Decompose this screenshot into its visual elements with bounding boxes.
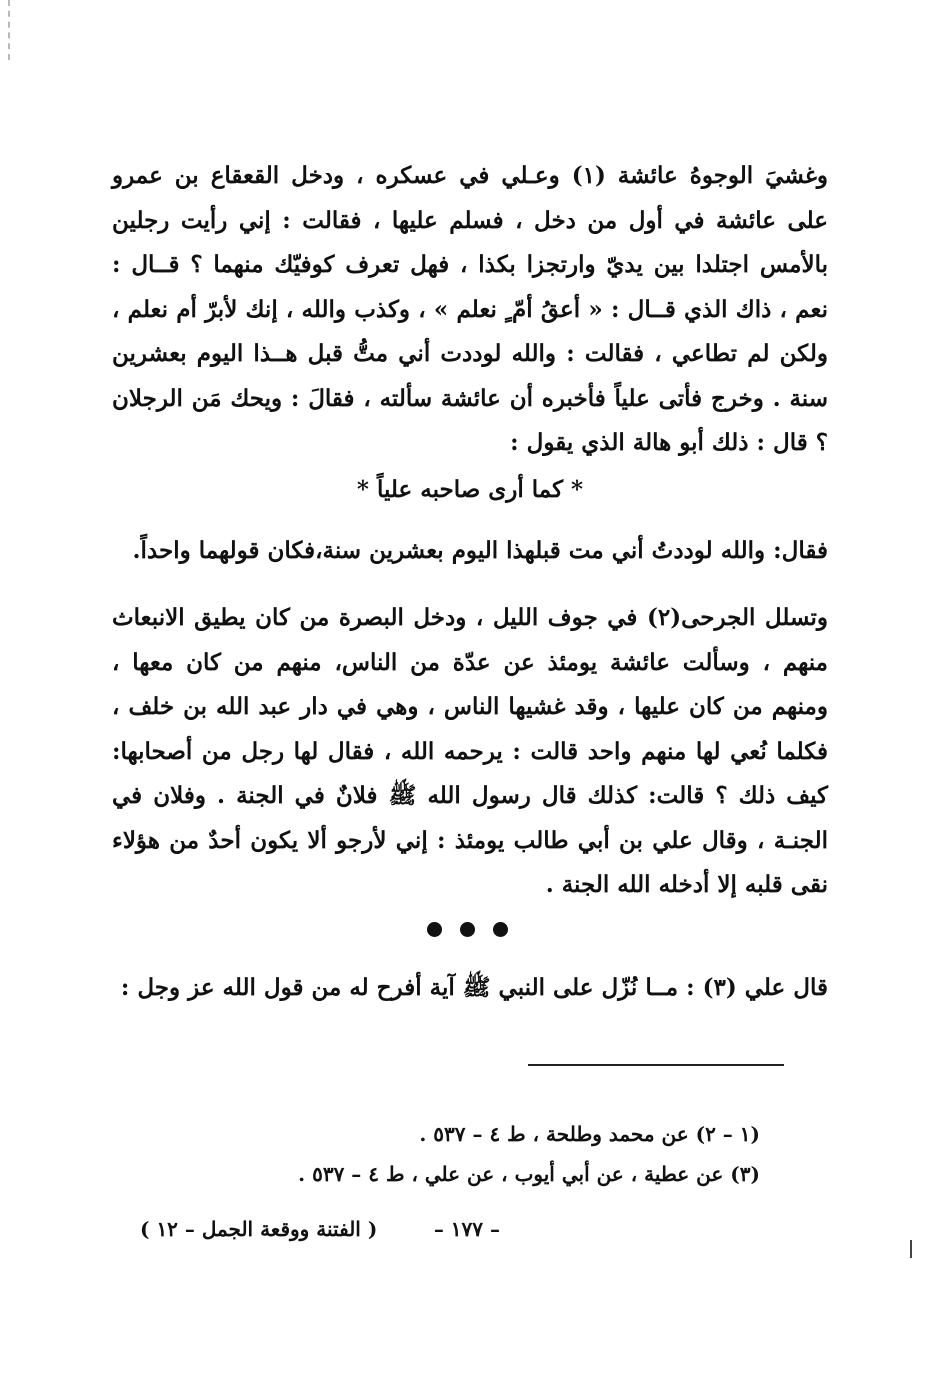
footnote-divider	[528, 1064, 784, 1066]
section-separator	[0, 918, 934, 943]
page-edge-mark	[8, 0, 10, 60]
separator-dot	[427, 922, 442, 937]
paragraph-3: وتسلل الجرحى(٢) في جوف الليل ، ودخل البصرة من كان يطيق الانبعاث منهم ، وسألت عائشة يومئذ عن عدّة من الناس، منهم من كان معها ، ومنهم من كان عليها ، وقد غشيها الناس ، وهي في دار عبد الله بن خلف ، فكلما نُعي لها منهم واحد قالت : يرحمه الله ، فقال لها رجل من أصحابها: كيف ذلك ؟ قالت: كذلك قال رسول الله ﷺ فلانٌ في الجنة . وفلان في الجنـة ، وقال علي بن أبي طالب يومئذ : إني لأرجو ألا يكون أحدٌ من هؤلاء نقى قلبه إلا أدخله الله الجنة .	[112, 604, 828, 898]
page-footer	[140, 1212, 500, 1246]
paragraph-4: قال علي (٣) : مــا نُزّل على النبي ﷺ آية أفرح له من قول الله عز وجل :	[120, 974, 828, 1001]
footnote-2: (٣) عن عطية ، عن أبي أيوب ، عن علي ، ط ٤ – ٥٣٧ .	[298, 1162, 760, 1186]
paragraph-2: فقال: والله لوددتُ أني مت قبلهذا اليوم بعشرين سنة،فكان قولهما واحداً.	[132, 537, 828, 564]
paragraph-1: وغشيَ الوجوهُ عائشة (١) وعـلي في عسكره ، ودخل القعقاع بن عمرو على عائشة في أول من دخل ، فسلم عليها ، فقالت : إني رأيت رجلين بالأمس اجتلدا بين يديّ وارتجزا بكذا ، فهل تعرف كوفيّك منهما ؟ قــال : نعم ، ذاك الذي قــال : « أعقُ أمّ ٍ نعلم » ، وكذب والله ، إنك لأبرّ أم نعلم ، ولكن لم تطاعي ، فقالت : والله لوددت أني متُّ قبل هــذا اليوم بعشرين سنة . وخرج فأتى علياً فأخبره أن عائشة سألته ، فقالَ : ويحك مَن الرجلان ؟ قال : ذلك أبو هالة الذي يقول :	[112, 162, 828, 456]
footnote-1: (١ – ٢) عن محمد وطلحة ، ط ٤ – ٥٣٧ .	[419, 1122, 760, 1146]
margin-mark	[910, 1240, 912, 1258]
running-title: ( الفتنة ووقعة الجمل – ١٢ )	[140, 1217, 378, 1241]
separator-dot	[493, 922, 508, 937]
footnotes	[200, 1114, 760, 1194]
page-number: – ١٧٧ –	[433, 1217, 500, 1241]
separator-dot	[460, 922, 475, 937]
verse-line: * كما أرى صاحبه علياً *	[356, 476, 584, 503]
